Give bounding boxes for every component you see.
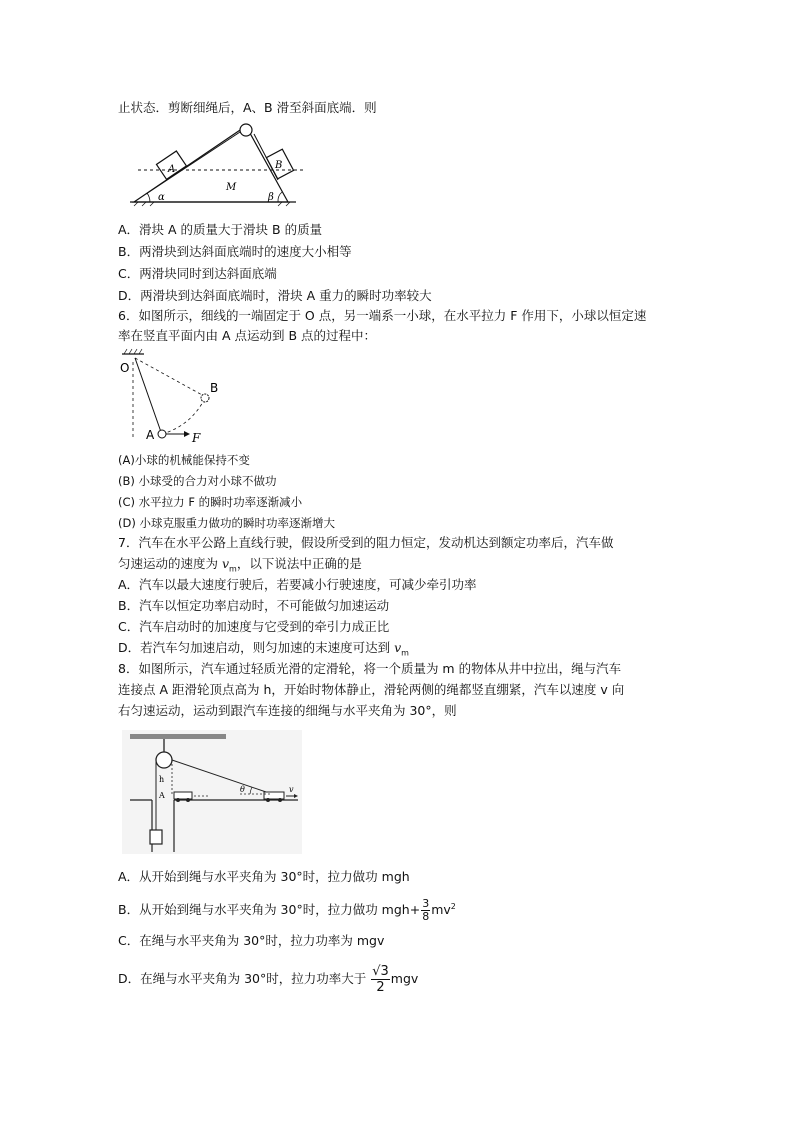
q7-option-c: C．汽车启动时的加速度与它受到的牵引力成正比: [118, 619, 390, 634]
q8-option-c: C．在绳与水平夹角为 30°时，拉力功率为 mgv: [118, 933, 385, 948]
q5-label-m: M: [226, 182, 237, 193]
q7-stem-line2-pre: 匀速运动的速度为: [118, 556, 222, 571]
q8-stem-line2: 连接点 A 距滑轮顶点高为 h，开始时物体静止，滑轮两侧的绳都竖直绷紧，汽车以速度 v 向: [118, 682, 625, 697]
q8-option-b-mv: mv: [431, 902, 451, 918]
q7-stem-line2: [118, 555, 362, 579]
q8-label-a: A: [159, 791, 165, 800]
q8-option-b: [118, 895, 456, 923]
q7-stem-line2-post: ，以下说法中正确的是: [236, 556, 362, 571]
fraction-denominator: 8: [422, 910, 430, 924]
q7-stem-line1: 7．汽车在水平公路上直线行驶，假设所受到的阻力恒定，发动机达到额定功率后，汽车做: [118, 535, 614, 550]
q6-label-o: O: [120, 361, 130, 375]
q5-incline-figure: [128, 118, 310, 208]
q6-pendulum-figure: [118, 348, 228, 446]
fraction-denominator-d: 2: [376, 980, 385, 995]
q8-well-pulley-figure: [122, 730, 302, 854]
q8-stem-line1: 8．如图所示，汽车通过轻质光滑的定滑轮，将一个质量为 m 的物体从井中拉出，绳与汽车: [118, 661, 622, 676]
q8-option-d: [118, 964, 418, 995]
fraction-numerator: 3: [422, 897, 430, 911]
fraction-numerator-d: √3: [372, 964, 389, 979]
q8-label-v: v: [289, 785, 294, 794]
q5-option-b: B．两滑块到达斜面底端时的速度大小相等: [118, 244, 352, 259]
q6-option-d: (D) 小球克服重力做功的瞬时功率逐渐增大: [118, 516, 335, 530]
q6-option-c: (C) 水平拉力 F 的瞬时功率逐渐减小: [118, 495, 303, 509]
q6-label-b: B: [210, 381, 219, 395]
q5-intro: 止状态．剪断细绳后，A、B 滑至斜面底端．则: [118, 100, 377, 115]
q6-label-a: A: [146, 428, 155, 442]
q7-option-b: B．汽车以恒定功率启动时，不可能做匀加速运动: [118, 598, 390, 613]
q6-option-a: (A)小球的机械能保持不变: [118, 453, 250, 467]
vm-symbol-d: v: [394, 640, 402, 655]
pulley-icon-q8: [156, 752, 172, 768]
q8-option-b-text: B．从开始到绳与水平夹角为 30°时，拉力做功 mgh+: [118, 902, 421, 918]
q5-angle-beta: β: [268, 192, 274, 203]
q5-label-a: A: [168, 164, 176, 175]
q5-option-c: C．两滑块同时到达斜面底端: [118, 266, 277, 281]
q7-option-d-text: D．若汽车匀加速启动，则匀加速的末速度可达到: [118, 640, 395, 655]
q5-option-d: D．两滑块到达斜面底端时，滑块 A 重力的瞬时功率较大: [118, 288, 432, 303]
q6-stem-line2: 率在竖直平面内由 A 点运动到 B 点的过程中：: [118, 328, 377, 343]
vm-symbol: v: [221, 556, 230, 571]
q7-option-d: [118, 639, 409, 663]
pulley-icon: [240, 124, 252, 136]
q8-option-d-text: D．在绳与水平夹角为 30°时，拉力功率大于: [118, 971, 371, 986]
fraction-3-8: [421, 898, 430, 923]
car-icon: [264, 792, 284, 799]
weight-box-icon: [150, 830, 162, 844]
q8-label-theta: θ: [240, 785, 245, 794]
q6-option-b: (B) 小球受的合力对小球不做功: [118, 474, 277, 488]
vm-subscript: m: [229, 564, 237, 574]
q8-option-d-mgv: mgv: [390, 971, 419, 986]
q8-stem-line3: 右匀速运动，运动到跟汽车连接的细绳与水平夹角为 30°，则: [118, 703, 457, 718]
q5-option-a: A．滑块 A 的质量大于滑块 B 的质量: [118, 222, 323, 237]
ball-a-icon: [158, 430, 166, 438]
q6-stem-line1: 6．如图所示，细线的一端固定于 O 点，另一端系一小球，在水平拉力 F 作用下，小球以恒定速: [118, 308, 647, 323]
q8-option-b-exponent: 2: [450, 902, 456, 911]
q5-angle-alpha: α: [158, 192, 165, 203]
q8-label-h: h: [159, 775, 165, 784]
ball-b-icon: [201, 394, 209, 402]
q8-option-a: A．从开始到绳与水平夹角为 30°时，拉力做功 mgh: [118, 869, 410, 884]
fraction-sqrt3-2: [371, 964, 390, 995]
q7-option-a: A．汽车以最大速度行驶后，若要减小行驶速度，可减少牵引功率: [118, 577, 477, 592]
vm-subscript-d: m: [401, 648, 409, 658]
q6-label-f: F: [192, 431, 201, 445]
q5-label-b: B: [275, 160, 283, 171]
